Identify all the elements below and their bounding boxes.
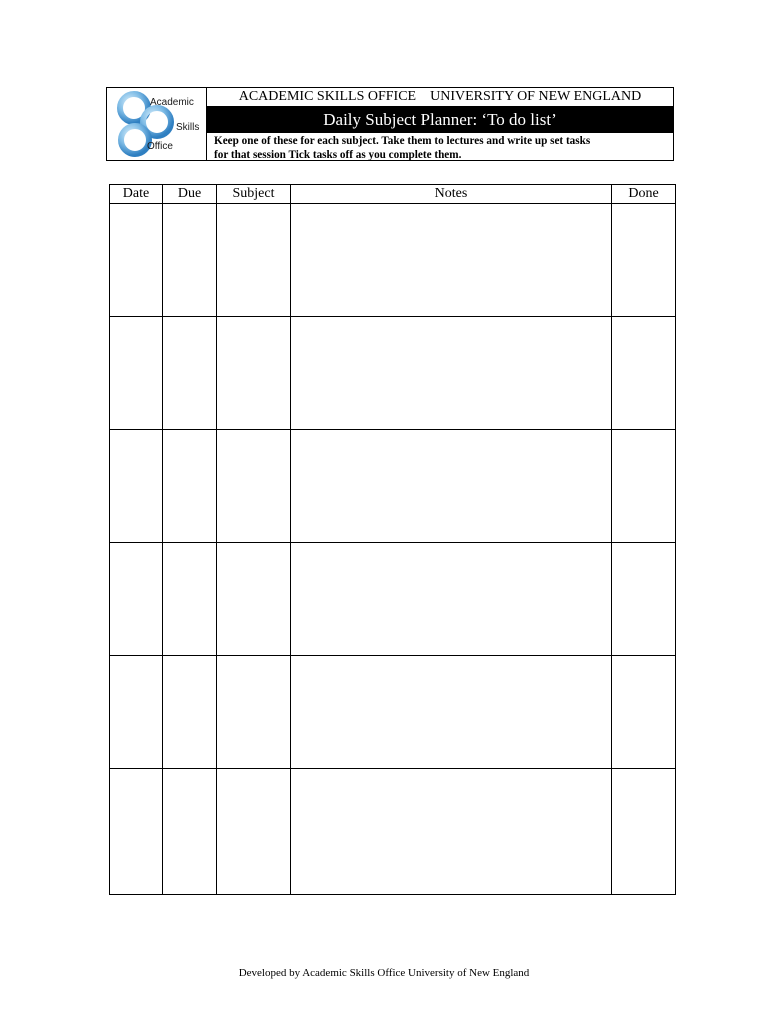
due-cell[interactable] bbox=[163, 656, 217, 769]
instructions-line: for that session Tick tasks off as you complete them. bbox=[214, 149, 462, 161]
table-row bbox=[110, 204, 676, 317]
subject-cell[interactable] bbox=[217, 543, 291, 656]
notes-cell[interactable] bbox=[291, 430, 612, 543]
done-cell[interactable] bbox=[612, 430, 676, 543]
done-cell[interactable] bbox=[612, 543, 676, 656]
table-row bbox=[110, 656, 676, 769]
subject-cell[interactable] bbox=[217, 317, 291, 430]
date-cell[interactable] bbox=[110, 430, 163, 543]
due-cell[interactable] bbox=[163, 317, 217, 430]
subject-cell[interactable] bbox=[217, 656, 291, 769]
done-cell[interactable] bbox=[612, 769, 676, 895]
table-row bbox=[110, 769, 676, 895]
university-name: UNIVERSITY OF NEW ENGLAND bbox=[430, 89, 642, 104]
done-cell[interactable] bbox=[612, 317, 676, 430]
footer-credit: Developed by Academic Skills Office University of New England bbox=[238, 967, 530, 979]
subject-cell[interactable] bbox=[217, 769, 291, 895]
notes-cell[interactable] bbox=[291, 317, 612, 430]
instructions-line: Keep one of these for each subject. Take them to lectures and write up set tasks bbox=[214, 135, 591, 147]
table-row bbox=[110, 317, 676, 430]
org-name: ACADEMIC SKILLS OFFICE bbox=[238, 89, 417, 104]
notes-cell[interactable] bbox=[291, 543, 612, 656]
column-header-subject: Subject bbox=[217, 185, 291, 204]
done-cell[interactable] bbox=[612, 656, 676, 769]
table-header-row bbox=[110, 185, 676, 204]
date-cell[interactable] bbox=[110, 656, 163, 769]
subject-cell[interactable] bbox=[217, 204, 291, 317]
table-row bbox=[110, 430, 676, 543]
column-header-notes: Notes bbox=[291, 185, 612, 204]
due-cell[interactable] bbox=[163, 543, 217, 656]
date-cell[interactable] bbox=[110, 543, 163, 656]
column-header-due: Due bbox=[163, 185, 217, 204]
date-cell[interactable] bbox=[110, 769, 163, 895]
logo-word-academic: Academic bbox=[150, 97, 194, 108]
column-header-done: Done bbox=[612, 185, 676, 204]
academic-skills-office-logo bbox=[107, 88, 207, 160]
date-cell[interactable] bbox=[110, 317, 163, 430]
due-cell[interactable] bbox=[163, 204, 217, 317]
instructions bbox=[214, 134, 669, 162]
done-cell[interactable] bbox=[612, 204, 676, 317]
column-header-date: Date bbox=[110, 185, 163, 204]
notes-cell[interactable] bbox=[291, 656, 612, 769]
organization-heading bbox=[207, 88, 673, 105]
page-title: Daily Subject Planner: ‘To do list’ bbox=[207, 106, 673, 133]
due-cell[interactable] bbox=[163, 430, 217, 543]
due-cell[interactable] bbox=[163, 769, 217, 895]
notes-cell[interactable] bbox=[291, 769, 612, 895]
planner-table bbox=[109, 184, 676, 895]
header-box bbox=[106, 87, 674, 161]
date-cell[interactable] bbox=[110, 204, 163, 317]
table-row bbox=[110, 543, 676, 656]
logo-word-skills: Skills bbox=[176, 122, 200, 133]
notes-cell[interactable] bbox=[291, 204, 612, 317]
logo-word-office: Office bbox=[147, 141, 173, 152]
subject-cell[interactable] bbox=[217, 430, 291, 543]
